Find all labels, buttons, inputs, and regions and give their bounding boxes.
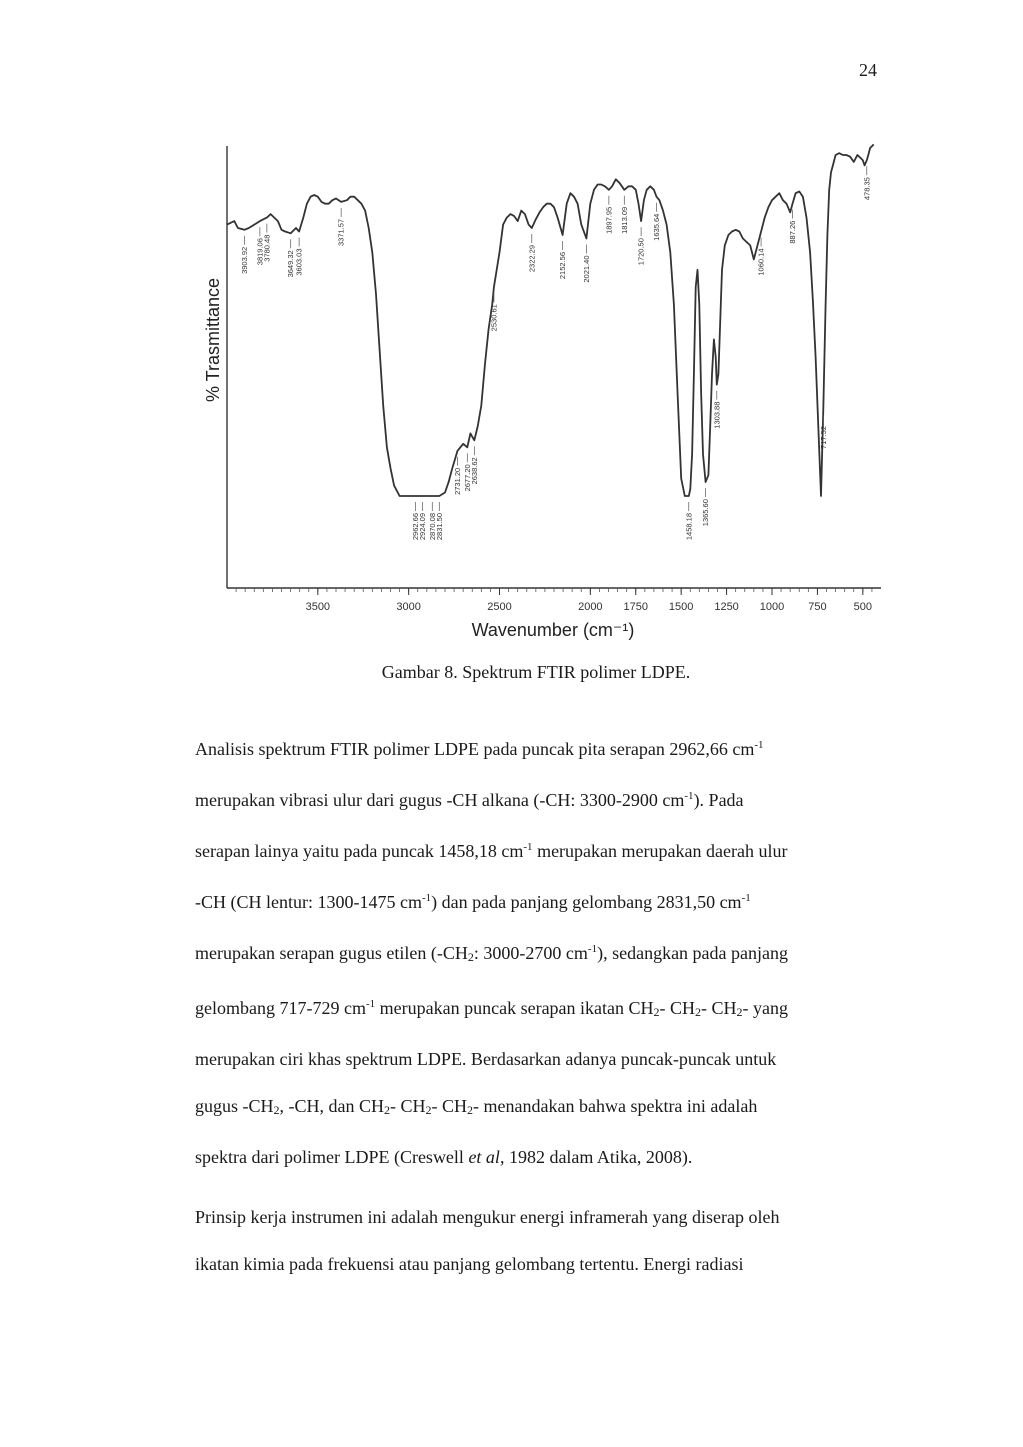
peak-label: 2831.50 [434, 513, 444, 541]
text-line [195, 824, 885, 875]
x-tick-label: 750 [808, 601, 827, 613]
text-run: -CH (CH lentur: 1300-1475 cm [195, 892, 422, 912]
peak-label: 2870.08 [427, 513, 437, 541]
text-run: serapan lainya yaitu pada puncak 1458,18 cm [195, 841, 524, 861]
peak-label: 717.52 [818, 426, 828, 449]
text-run: - menandakan bahwa spektra ini adalah [473, 1096, 758, 1116]
figure-caption: Gambar 8. Spektrum FTIR polimer LDPE. [381, 662, 691, 682]
text-run: spektra dari polimer LDPE (Creswell [195, 1147, 469, 1167]
peak-label: 1303.88 [712, 401, 722, 429]
text-run: Analisis spektrum FTIR polimer LDPE pada puncak pita serapan 2962,66 cm [195, 739, 755, 759]
body-text [195, 722, 885, 1288]
text-run: merupakan puncak serapan ikatan CH [375, 998, 654, 1018]
y-axis-label: % Trasmittance [203, 277, 223, 403]
text-run: , 1982 dalam Atika, 2008). [499, 1147, 693, 1167]
subscript: 2 [384, 1103, 391, 1117]
peak-label: 2021.40 [581, 255, 591, 283]
superscript: -1 [754, 739, 764, 751]
page-number: 24 [859, 60, 877, 80]
peak-label: 3780.48 [262, 234, 272, 262]
text-run: merupakan ciri khas spektrum LDPE. Berdasarkan adanya puncak-puncak untuk [195, 1049, 777, 1069]
superscript: -1 [421, 892, 432, 904]
text-run: ) dan pada panjang gelombang 2831,50 cm [431, 892, 742, 912]
peak-label: 3819.06 [255, 238, 265, 266]
x-axis-label: Wavenumber (cm⁻¹) [471, 620, 635, 640]
superscript: -1 [365, 998, 376, 1010]
spectrum-line [227, 144, 874, 496]
text-run: gelombang 717-729 cm [195, 998, 366, 1018]
peak-label: 3649.32 [286, 250, 296, 278]
subscript: 2 [653, 1005, 660, 1019]
peak-label: 1365.60 [701, 499, 711, 527]
text-run: : 3000-2700 cm [473, 943, 588, 963]
peak-label: 2962.66 [411, 513, 420, 541]
text-run: gugus -CH [195, 1096, 274, 1116]
peak-label: 2677.20 [462, 464, 472, 492]
superscript: -1 [587, 943, 598, 955]
paragraph [195, 1194, 885, 1288]
text-line [195, 875, 885, 926]
peak-label: 2152.56 [558, 252, 568, 280]
text-line [195, 926, 885, 981]
text-line [195, 981, 885, 1036]
subscript: 2 [695, 1005, 702, 1019]
peak-label: 3603.03 [294, 248, 304, 276]
ftir-spectrum-chart [195, 140, 885, 645]
peak-label: 1897.95 [604, 206, 614, 234]
subscript: 2 [273, 1103, 280, 1117]
peak-label: 2638.62 [469, 457, 479, 485]
text-run: merupakan serapan gugus etilen (-CH [195, 943, 468, 963]
subscript: 2 [736, 1005, 743, 1019]
x-tick-label: 500 [853, 601, 873, 613]
ftir-figure [195, 140, 885, 645]
peak-label: 2731.20 [453, 467, 462, 495]
text-run: - CH [701, 998, 737, 1018]
text-run: - CH [659, 998, 696, 1018]
text-run: merupakan merupakan daerah ulur [532, 841, 788, 861]
text-run: , -CH, dan CH [279, 1096, 385, 1116]
text-line [195, 773, 885, 824]
peak-label: 1813.09 [619, 206, 629, 234]
peak-label: 2924.09 [418, 513, 427, 541]
x-tick-label: 1250 [714, 601, 739, 613]
italic-text: et al [468, 1147, 500, 1167]
peak-label: 1458.18 [684, 513, 694, 541]
text-run: ikatan kimia pada frekuensi atau panjang gelombang tertentu. Energi radiasi [195, 1254, 744, 1274]
x-tick-label: 1000 [759, 601, 785, 613]
text-line [195, 722, 885, 773]
x-tick-label: 1500 [668, 601, 694, 613]
superscript: -1 [684, 790, 694, 802]
text-run: ). Pada [693, 790, 744, 810]
paragraph [195, 722, 885, 1181]
text-run: - CH [390, 1096, 426, 1116]
text-run: merupakan vibrasi ulur dari gugus -CH alkana (-CH: 3300-2900 cm [195, 790, 685, 810]
text-line [195, 1036, 885, 1083]
peak-label: 3903.92 [240, 246, 249, 274]
text-line [195, 1083, 885, 1134]
peak-label: 478.35 [862, 177, 872, 201]
text-line [195, 1134, 885, 1181]
superscript: -1 [741, 892, 751, 904]
superscript: -1 [523, 841, 533, 853]
text-run: ), sedangkan pada panjang [597, 943, 789, 963]
x-tick-label: 2500 [487, 601, 512, 613]
text-run: - CH [431, 1096, 468, 1116]
text-line [195, 1194, 885, 1241]
peak-label: 2322.29 [527, 245, 537, 273]
text-run: Prinsip kerja instrumen ini adalah mengukur energi inframerah yang diserap oleh [195, 1207, 780, 1227]
subscript: 2 [467, 950, 474, 964]
peak-label: 1635.64 [652, 213, 661, 241]
peak-label: 887.26 [788, 220, 797, 244]
peak-label: 3371.57 [336, 218, 346, 247]
peak-label: 1720.50 [636, 238, 646, 266]
peak-label: 1060.14 [756, 248, 766, 276]
x-tick-label: 3000 [396, 601, 421, 613]
x-tick-label: 2000 [578, 601, 603, 613]
x-tick-label: 3500 [305, 601, 331, 613]
subscript: 2 [425, 1103, 432, 1117]
peak-label: 2530.61 [489, 304, 499, 332]
subscript: 2 [467, 1103, 474, 1117]
text-run: - yang [742, 998, 789, 1018]
text-line [195, 1241, 885, 1288]
x-tick-label: 1750 [623, 601, 648, 613]
